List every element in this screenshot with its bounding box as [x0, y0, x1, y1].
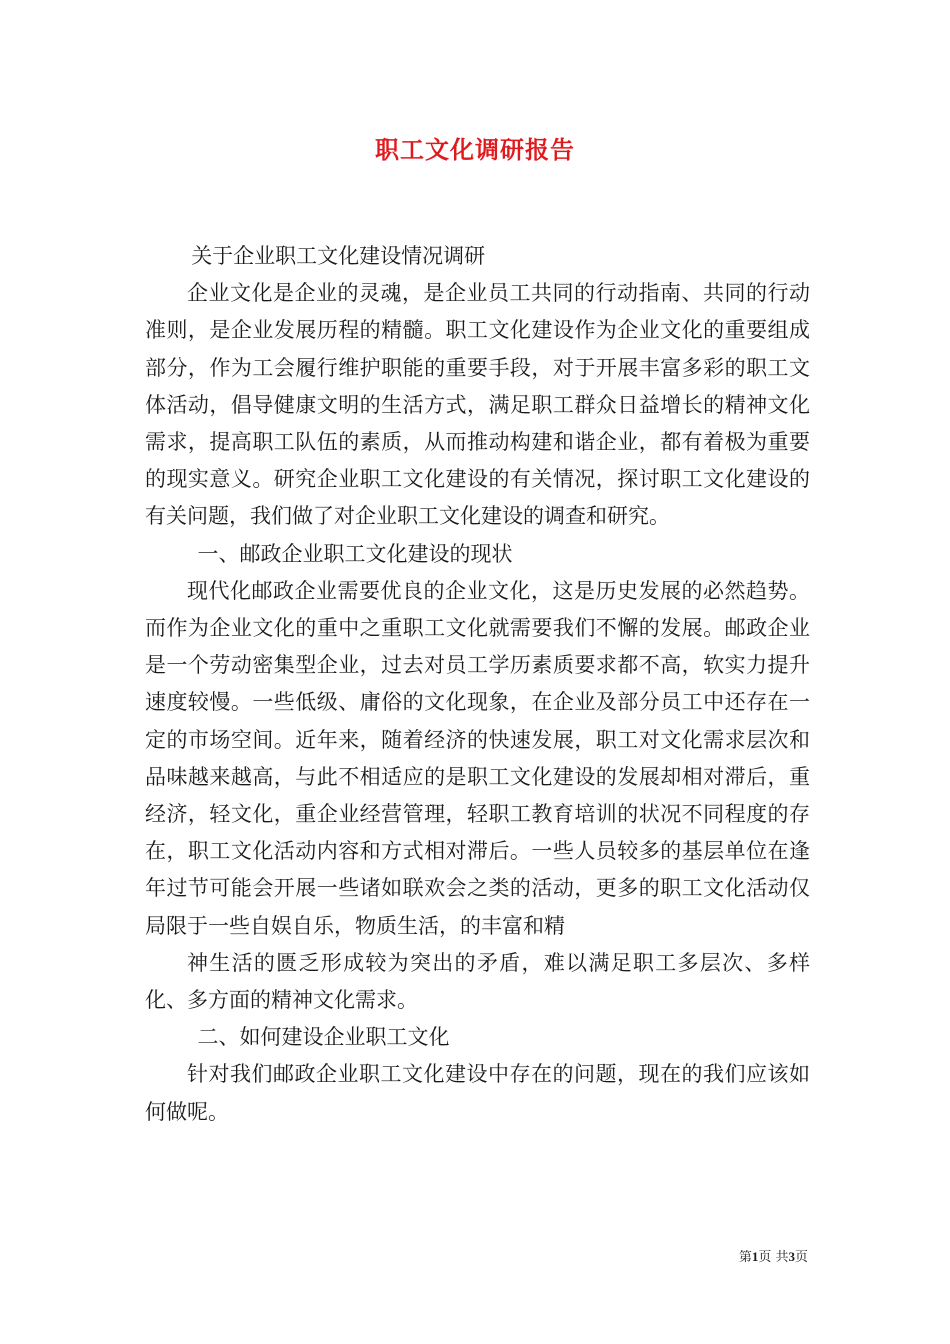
- paragraph-status: 现代化邮政企业需要优良的企业文化，这是历史发展的必然趋势。而作为企业文化的重中之重职工文化就需要我们不懈的发展。邮政企业是一个劳动密集型企业，过去对员工学历素质要求都不高，软实力提升速度较慢。一些低级、庸俗的文化现象，在企业及部分员工中还存在一定的市场空间。近年来，随着经济的快速发展，职工对文化需求层次和品味越来越高，与此不相适应的是职工文化建设的发展却相对滞后，重经济，轻文化，重企业经营管理，轻职工教育培训的状况不同程度的存在，职工文化活动内容和方式相对滞后。一些人员较多的基层单位在逢年过节可能会开展一些诸如联欢会之类的活动，更多的职工文化活动仅局限于一些自娱自乐，物质生活，的丰富和精: [145, 578, 810, 938]
- footer-suffix: 页: [794, 1250, 808, 1265]
- footer-middle: 页 共: [758, 1250, 789, 1265]
- footer-prefix: 第: [738, 1250, 752, 1265]
- section-heading-2: 二、如何建设企业职工文化: [197, 1025, 450, 1050]
- footer-current-page: 1: [751, 1249, 759, 1264]
- paragraph-approach: 针对我们邮政企业职工文化建设中存在的问题，现在的我们应该如何做呢。: [145, 1062, 810, 1124]
- report-subtitle: 关于企业职工文化建设情况调研: [191, 244, 486, 268]
- section-heading-1: 一、邮政企业职工文化建设的现状: [197, 541, 513, 566]
- document-body: [145, 238, 810, 1131]
- footer-total-pages: 3: [788, 1249, 795, 1264]
- document-title: 职工文化调研报告: [375, 135, 575, 164]
- paragraph-status-continued: 神生活的匮乏形成较为突出的矛盾，难以满足职工多层次、多样化、多方面的精神文化需求。: [145, 950, 810, 1013]
- page-number-footer: [739, 1247, 808, 1268]
- paragraph-intro: 企业文化是企业的灵魂，是企业员工共同的行动指南、共同的行动准则，是企业发展历程的精髓。职工文化建设作为企业文化的重要组成部分，作为工会履行维护职能的重要手段，对于开展丰富多彩的职工文体活动，倡导健康文明的生活方式，满足职工群众日益增长的精神文化需求，提高职工队伍的素质，从而推动构建和谐企业，都有着极为重要的现实意义。研究企业职工文化建设的有关情况，探讨职工文化建设的有关问题，我们做了对企业职工文化建设的调查和研究。: [145, 281, 810, 529]
